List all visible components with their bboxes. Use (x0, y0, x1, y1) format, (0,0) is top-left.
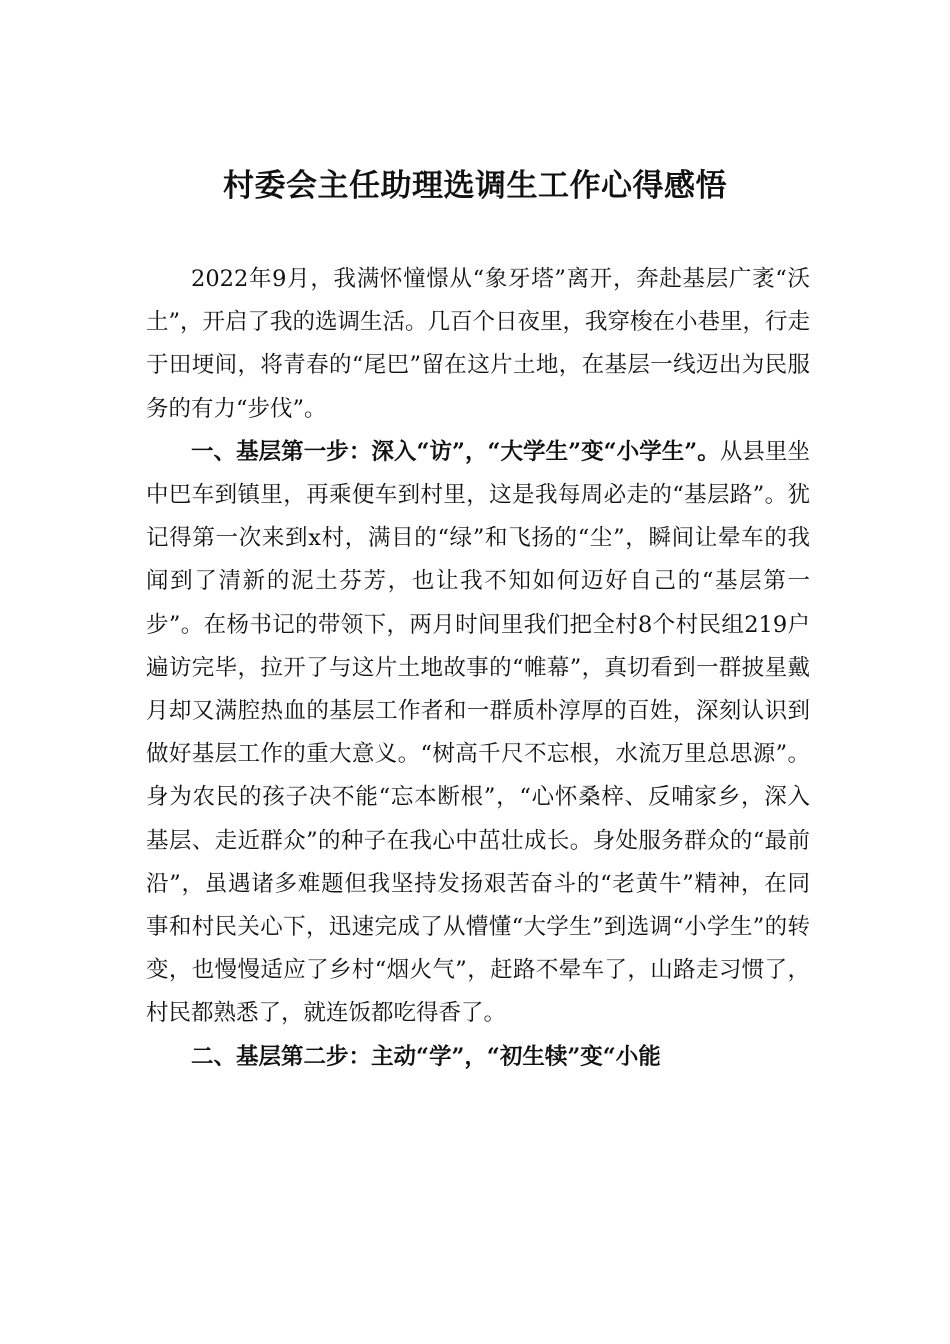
document-title: 村委会主任助理选调生工作心得感悟 (223, 168, 727, 204)
section-two-heading: 二、基层第二步：主动“学”，“初生犊”变“小能 (191, 1043, 661, 1070)
section-one-text: 从县里坐中巴车到镇里，再乘便车到村里，这是我每周必走的“基层路”。犹记得第一次来到x村，满目的“绿”和飞扬的“尘”，瞬间让晕车的我闻到了清新的泥土芬芳，也让我不知如何迈好自己的“基层第一步”。在杨书记的带领下，两月时间里我们把全村8个村民组219户遍访完毕，拉开了与这片土地故事的“帷幕”，真切看到一群披星戴月却又满腔热血的基层工作者和一群质朴淳厚的百姓，深刻认识到做好基层工作的重大意义。“树高千尺不忘根，水流万里总思源”。身为农民的孩子决不能“忘本断根”，“心怀桑梓、反哺家乡，深入基层、走近群众”的种子在我心中茁壮成长。身处服务群众的“最前沿”，虽遇诸多难题但我坚持发扬艰苦奋斗的“老黄牛”精神，在同事和村民关心下，迅速完成了从懵懂“大学生”到选调“小学生”的转变，也慢慢适应了乡村“烟火气”，赶路不晕车了，山路走习惯了，村民都熟悉了，就连饭都吃得香了。 (146, 438, 810, 1027)
paragraph-section-two (146, 1036, 810, 1079)
paragraph-intro (146, 258, 810, 431)
paragraph-section-one (146, 431, 810, 1036)
section-one-heading: 一、基层第一步：深入“访”，“大学生”变“小学生”。 (191, 438, 720, 465)
document-body (146, 258, 810, 1079)
paragraph-intro-text: 2022年9月，我满怀憧憬从“象牙塔”离开，奔赴基层广袤“沃土”，开启了我的选调生活。几百个日夜里，我穿梭在小巷里，行走于田埂间，将青春的“尾巴”留在这片土地，在基层一线迈出为民服务的有力“步伐”。 (146, 266, 811, 422)
